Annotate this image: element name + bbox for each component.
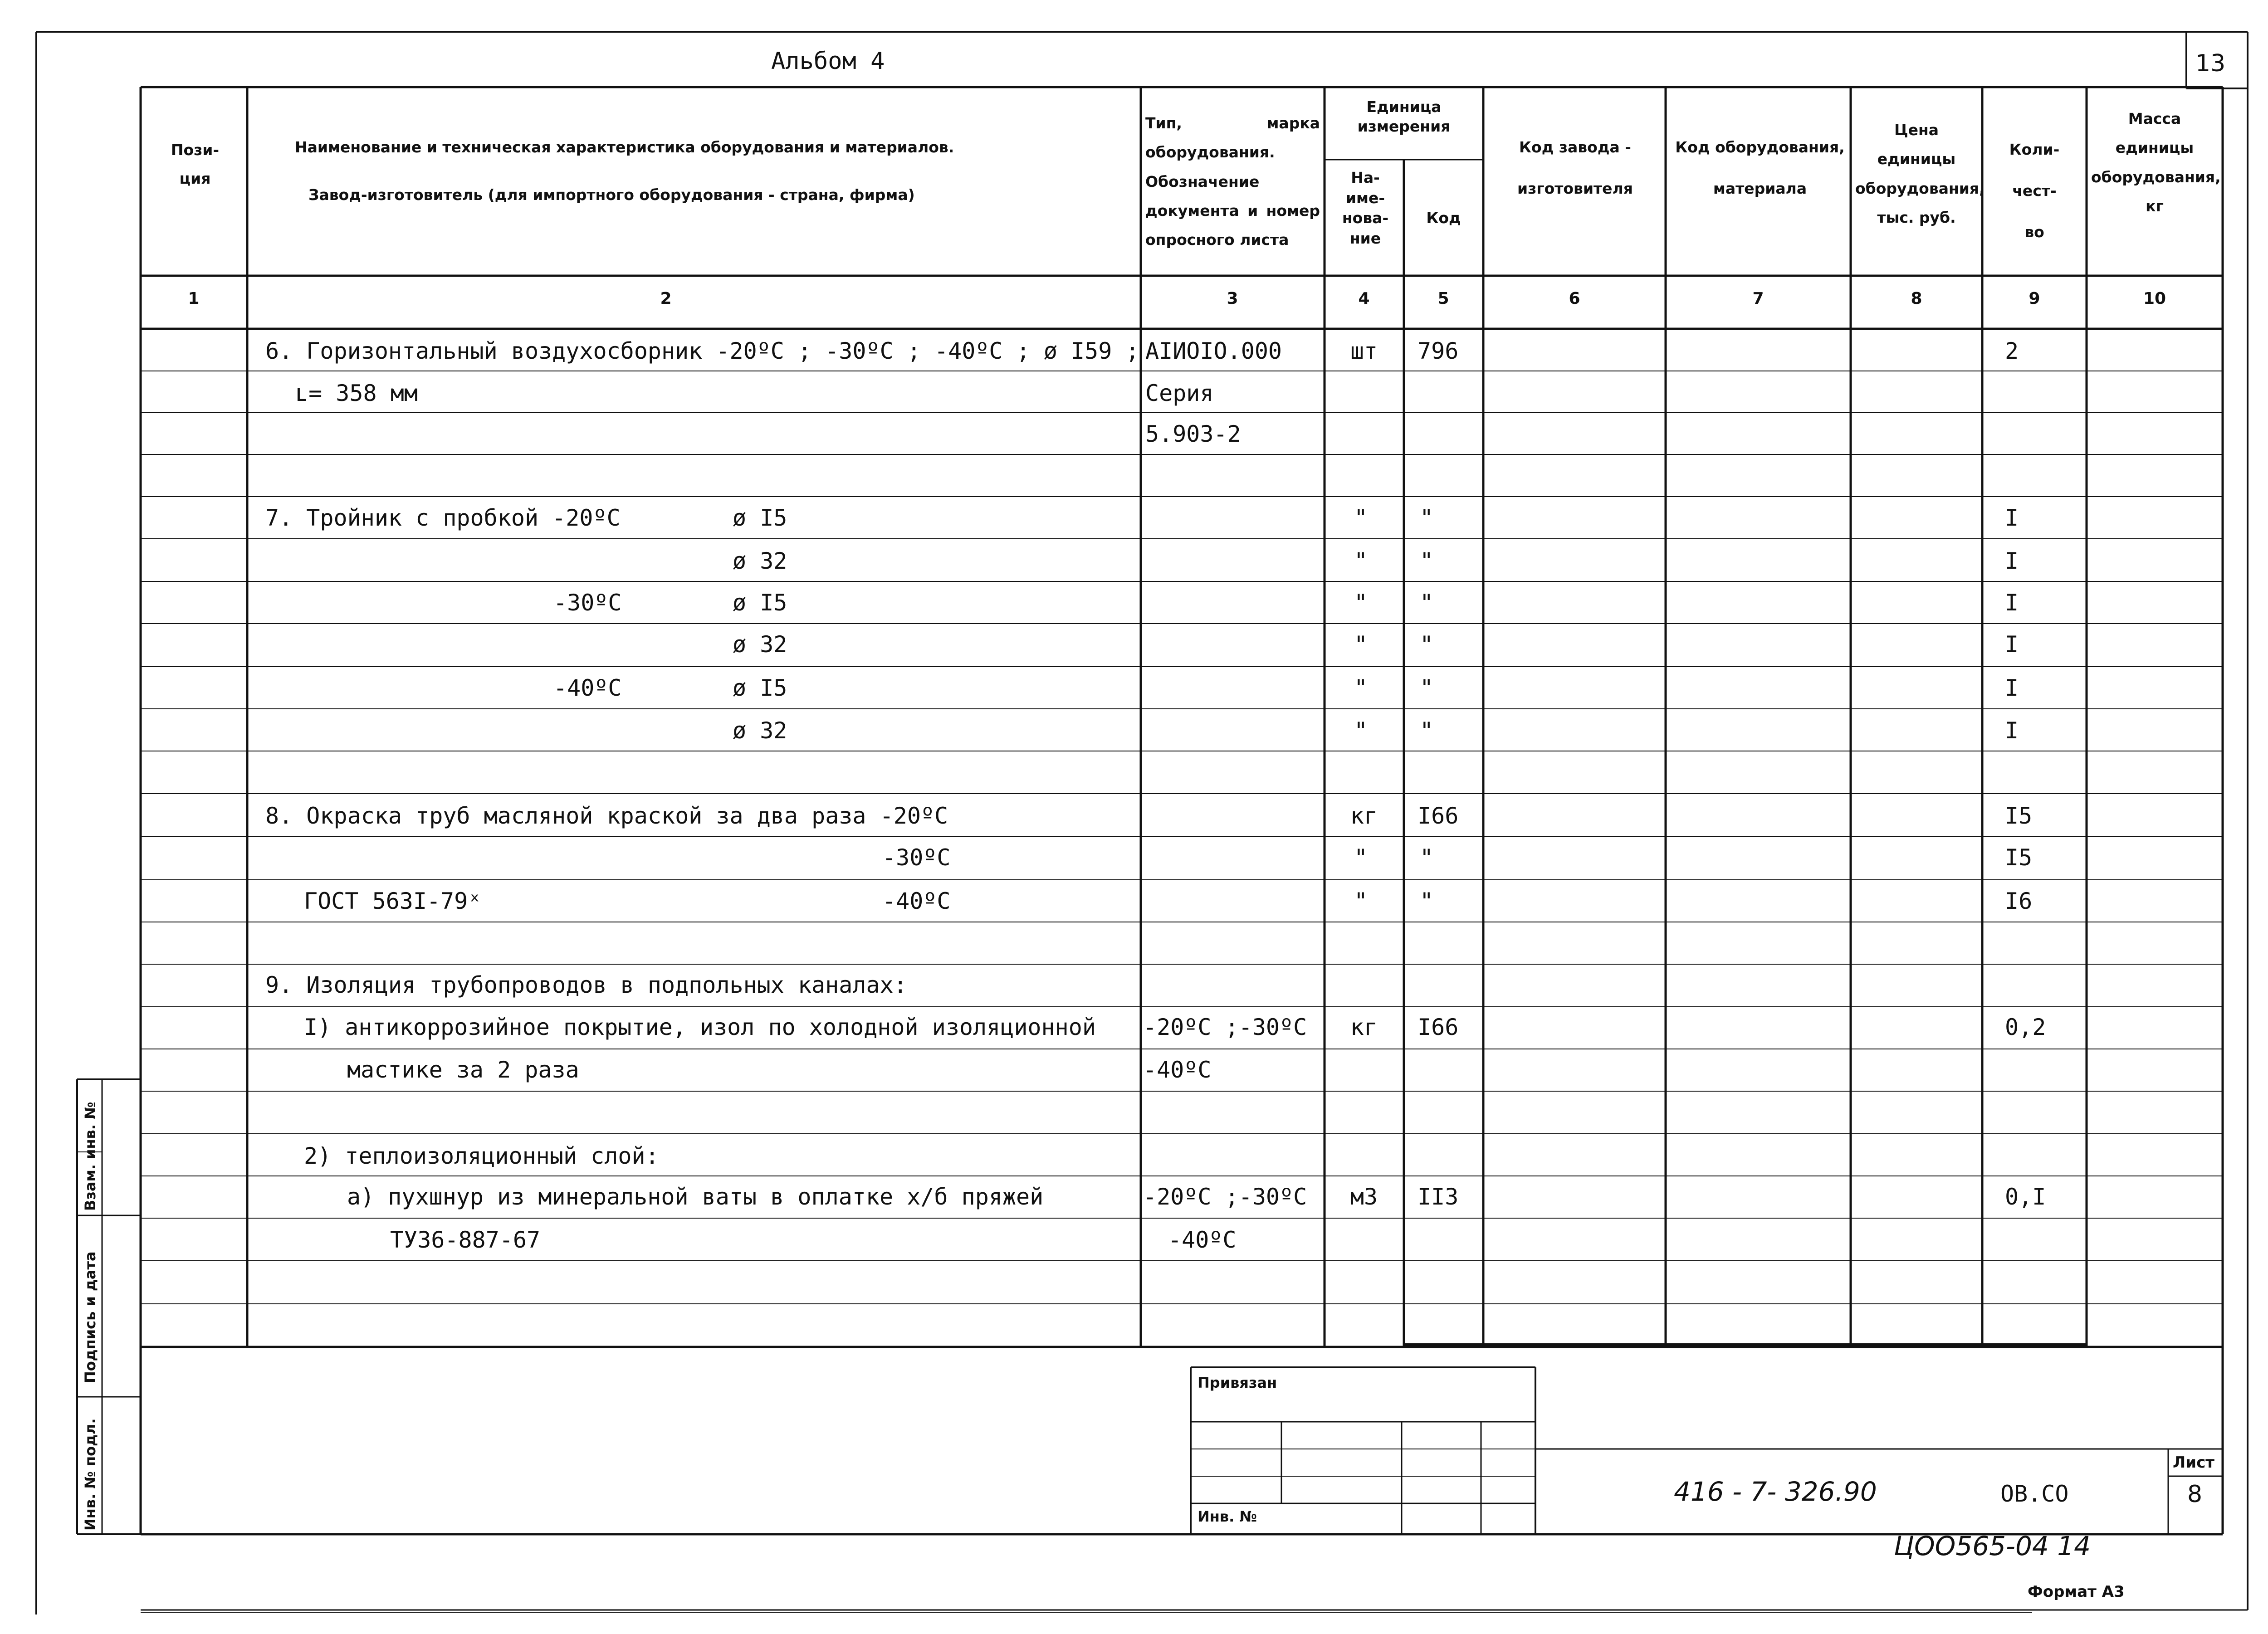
side-label-vzam: Взам. инв. № bbox=[82, 1102, 99, 1211]
item-diameter: ø 32 bbox=[733, 548, 787, 574]
col-number: 2 bbox=[660, 289, 672, 308]
col-header-unit-name: На- име- нова- ние bbox=[1342, 169, 1389, 247]
col-header-manufacturer: Завод-изготовитель (для импортного оборудования - страна, фирма) bbox=[308, 186, 915, 204]
col-header-name: Наименование и техническая характеристика оборудования и материалов. bbox=[295, 138, 954, 156]
item-doc: Серия bbox=[1145, 380, 1214, 406]
item-code: " bbox=[1420, 505, 1434, 531]
item-code: " bbox=[1420, 888, 1434, 914]
item-name: 8. Окраска труб масляной краской за два раза -20ºС bbox=[265, 803, 948, 829]
item-unit: " bbox=[1354, 717, 1368, 744]
col-number: 8 bbox=[1911, 289, 1922, 308]
item-qty: I5 bbox=[2005, 844, 2033, 871]
item-unit: " bbox=[1354, 844, 1368, 871]
item-qty: I bbox=[2005, 505, 2019, 531]
stamp-doc-code: ОВ.СО bbox=[2000, 1481, 2069, 1507]
item-name: 7. Тройник с пробкой -20ºС bbox=[265, 505, 621, 531]
item-unit: кг bbox=[1350, 803, 1378, 829]
stamp-inv-no: Инв. № bbox=[1198, 1508, 1257, 1525]
item-qty: I bbox=[2005, 548, 2019, 574]
item-name: ГОСТ 563I-79ˣ bbox=[304, 888, 482, 914]
item-code: I66 bbox=[1418, 803, 1459, 829]
item-qty: 0,2 bbox=[2005, 1014, 2046, 1040]
side-label-podpis: Подпись и дата bbox=[82, 1251, 99, 1383]
handwritten-archive-number: ЦОО565-04 14 bbox=[1894, 1531, 2091, 1561]
col-header-quantity: Коли- чест- во bbox=[2009, 141, 2060, 241]
stamp-privyazan: Привязан bbox=[1198, 1374, 1277, 1391]
item-name: 9. Изоляция трубопроводов в подпольных каналах: bbox=[265, 972, 907, 998]
item-unit: " bbox=[1354, 505, 1368, 531]
item-qty: I6 bbox=[2005, 888, 2033, 914]
stamp-list-number: 8 bbox=[2187, 1481, 2203, 1508]
item-diameter: ø I5 bbox=[733, 675, 787, 701]
item-doc: 5.903-2 bbox=[1145, 421, 1241, 447]
item-name: I) антикоррозийное покрытие, изол по холодной изоляционной bbox=[304, 1014, 1096, 1040]
stamp-designation: 416 - 7- 326.90 bbox=[1674, 1476, 1877, 1507]
col-number: 3 bbox=[1227, 289, 1238, 308]
item-name: мастике за 2 раза bbox=[347, 1057, 579, 1083]
item-name: ТУ36-887-67 bbox=[390, 1227, 541, 1253]
item-unit: " bbox=[1354, 888, 1368, 914]
col-header-unit: Единица измерения bbox=[1357, 98, 1451, 135]
item-code: " bbox=[1420, 844, 1434, 871]
item-qty: I bbox=[2005, 675, 2019, 701]
item-code: " bbox=[1420, 590, 1434, 616]
col-header-factory-code: Код завода - изготовителя bbox=[1517, 138, 1633, 197]
item-qty: I bbox=[2005, 590, 2019, 616]
col-header-position: Пози- ция bbox=[171, 141, 220, 187]
sheet-number: 13 bbox=[2195, 50, 2226, 77]
item-name: 2) теплоизоляционный слой: bbox=[304, 1143, 659, 1169]
album-title: Альбом 4 bbox=[771, 48, 885, 75]
item-diameter: ø 32 bbox=[733, 717, 787, 744]
side-label-inv-podl: Инв. № подл. bbox=[82, 1418, 99, 1531]
item-doc: -40ºС bbox=[1168, 1227, 1237, 1253]
col-header-unit-code: Код bbox=[1426, 209, 1461, 227]
col-number: 7 bbox=[1752, 289, 1764, 308]
item-doc: -40ºС bbox=[1143, 1057, 1212, 1083]
item-code: " bbox=[1420, 548, 1434, 574]
item-temperature: -30ºС bbox=[553, 590, 622, 616]
item-unit: " bbox=[1354, 675, 1368, 701]
item-code: " bbox=[1420, 675, 1434, 701]
item-doc: -20ºС ;-30ºС bbox=[1143, 1184, 1307, 1210]
item-qty: I5 bbox=[2005, 803, 2033, 829]
col-number: 5 bbox=[1437, 289, 1449, 308]
item-qty: I bbox=[2005, 717, 2019, 744]
col-number: 10 bbox=[2143, 289, 2166, 308]
col-header-equipment-code: Код оборудования, материала bbox=[1675, 138, 1845, 197]
item-diameter: ø 32 bbox=[733, 631, 787, 658]
col-header-price: Цена единицы оборудования, тыс. руб. bbox=[1855, 121, 1985, 227]
col-number: 4 bbox=[1358, 289, 1370, 308]
item-unit: м3 bbox=[1350, 1184, 1378, 1210]
item-doc: -20ºС ;-30ºС bbox=[1143, 1014, 1307, 1040]
item-qty: I bbox=[2005, 631, 2019, 658]
item-temperature: -40ºС bbox=[553, 675, 622, 701]
format-label: Формат А3 bbox=[2028, 1583, 2125, 1601]
col-number: 1 bbox=[188, 289, 200, 308]
item-unit: " bbox=[1354, 590, 1368, 616]
item-unit: " bbox=[1354, 548, 1368, 574]
item-unit: шт bbox=[1350, 338, 1378, 364]
item-code: II3 bbox=[1418, 1184, 1459, 1210]
item-unit: " bbox=[1354, 631, 1368, 658]
item-code: 796 bbox=[1418, 338, 1459, 364]
item-doc: AIИOIO.000 bbox=[1145, 338, 1282, 364]
stamp-list-label: Лист bbox=[2173, 1454, 2214, 1472]
col-header-type: Тип, марка оборудования. Обозначение документа и номер опросного листа bbox=[1145, 114, 1320, 249]
item-qty: 0,I bbox=[2005, 1184, 2046, 1210]
item-qty: 2 bbox=[2005, 338, 2019, 364]
item-diameter: ø I5 bbox=[733, 590, 787, 616]
item-code: " bbox=[1420, 631, 1434, 658]
item-temperature: -30ºС bbox=[882, 844, 951, 871]
item-temperature: -40ºС bbox=[882, 888, 951, 914]
item-code: I66 bbox=[1418, 1014, 1459, 1040]
item-name: 6. Горизонтальный воздухосборник -20ºС ; -30ºС ; -40ºС ; ø I59 ; bbox=[265, 338, 1139, 364]
item-name: а) пухшнур из минеральной ваты в оплатке х/б пряжей bbox=[347, 1184, 1044, 1210]
col-number: 6 bbox=[1569, 289, 1580, 308]
item-diameter: ø I5 bbox=[733, 505, 787, 531]
item-name: ʟ= 358 мм bbox=[295, 380, 418, 406]
col-header-mass: Масса единицы оборудования, кг bbox=[2091, 110, 2221, 215]
col-number: 9 bbox=[2028, 289, 2040, 308]
item-unit: кг bbox=[1350, 1014, 1378, 1040]
item-code: " bbox=[1420, 717, 1434, 744]
